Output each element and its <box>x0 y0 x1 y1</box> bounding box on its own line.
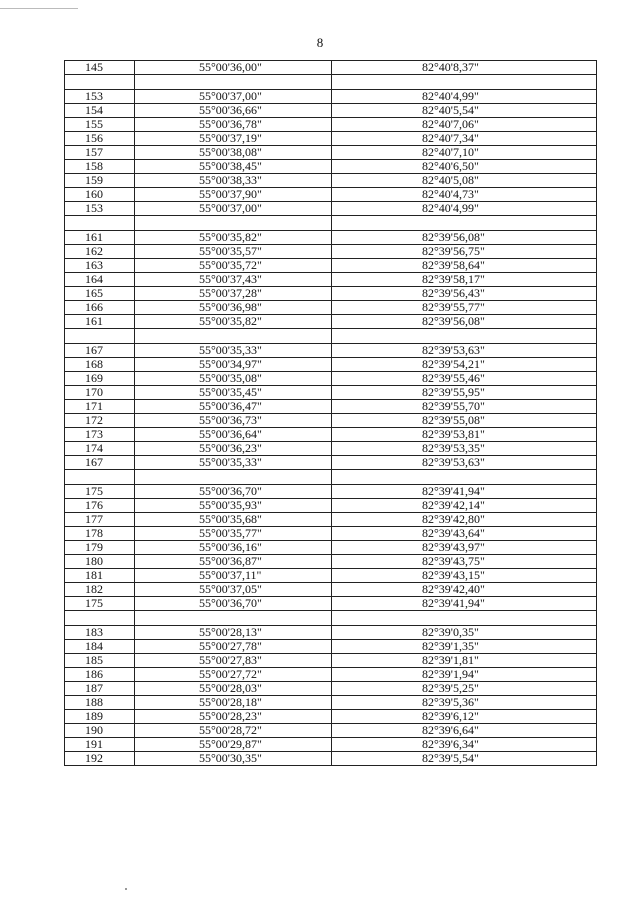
latitude-cell: 55°00'28,18" <box>135 696 332 710</box>
table-row <box>65 174 597 188</box>
empty-cell <box>135 216 332 231</box>
latitude-cell: 55°00'35,82" <box>135 315 332 329</box>
latitude-cell: 55°00'28,13" <box>135 626 332 640</box>
point-number-cell: 156 <box>65 132 135 146</box>
latitude-cell: 55°00'28,03" <box>135 682 332 696</box>
latitude-cell: 55°00'37,00" <box>135 90 332 104</box>
longitude-cell: 82°39'58,17" <box>332 273 597 287</box>
latitude-cell: 55°00'36,16" <box>135 541 332 555</box>
table-row <box>65 104 597 118</box>
latitude-cell: 55°00'35,77" <box>135 527 332 541</box>
latitude-cell: 55°00'35,93" <box>135 499 332 513</box>
point-number-cell: 186 <box>65 668 135 682</box>
table-row <box>65 555 597 569</box>
point-number-cell: 176 <box>65 499 135 513</box>
empty-cell <box>332 75 597 90</box>
longitude-cell: 82°39'5,36" <box>332 696 597 710</box>
latitude-cell: 55°00'36,70" <box>135 597 332 611</box>
longitude-cell: 82°39'58,64" <box>332 259 597 273</box>
longitude-cell: 82°39'42,14" <box>332 499 597 513</box>
empty-cell <box>135 329 332 344</box>
scan-speck <box>125 888 127 890</box>
empty-cell <box>135 75 332 90</box>
empty-cell <box>65 216 135 231</box>
point-number-cell: 169 <box>65 372 135 386</box>
point-number-cell: 184 <box>65 640 135 654</box>
longitude-cell: 82°39'41,94" <box>332 485 597 499</box>
point-number-cell: 179 <box>65 541 135 555</box>
page-number: 8 <box>316 35 324 50</box>
point-number-cell: 191 <box>65 738 135 752</box>
longitude-cell: 82°39'53,81" <box>332 428 597 442</box>
table-row <box>65 344 597 358</box>
latitude-cell: 55°00'37,28" <box>135 287 332 301</box>
table-row <box>65 287 597 301</box>
longitude-cell: 82°39'41,94" <box>332 597 597 611</box>
latitude-cell: 55°00'35,33" <box>135 344 332 358</box>
table-row <box>65 414 597 428</box>
latitude-cell: 55°00'37,11" <box>135 569 332 583</box>
point-number-cell: 161 <box>65 231 135 245</box>
longitude-cell: 82°39'43,15" <box>332 569 597 583</box>
longitude-cell: 82°39'43,75" <box>332 555 597 569</box>
table-row <box>65 626 597 640</box>
table-row <box>65 752 597 766</box>
longitude-cell: 82°39'55,70" <box>332 400 597 414</box>
longitude-cell: 82°40'7,34" <box>332 132 597 146</box>
point-number-cell: 181 <box>65 569 135 583</box>
point-number-cell: 165 <box>65 287 135 301</box>
table-row <box>65 400 597 414</box>
table-row <box>65 696 597 710</box>
latitude-cell: 55°00'36,23" <box>135 442 332 456</box>
point-number-cell: 171 <box>65 400 135 414</box>
latitude-cell: 55°00'35,08" <box>135 372 332 386</box>
table-row <box>65 597 597 611</box>
table-row <box>65 259 597 273</box>
longitude-cell: 82°39'1,81" <box>332 654 597 668</box>
empty-cell <box>332 216 597 231</box>
latitude-cell: 55°00'36,66" <box>135 104 332 118</box>
longitude-cell: 82°39'6,64" <box>332 724 597 738</box>
longitude-cell: 82°40'5,54" <box>332 104 597 118</box>
point-number-cell: 168 <box>65 358 135 372</box>
table-row <box>65 456 597 470</box>
point-number-cell: 145 <box>65 61 135 75</box>
latitude-cell: 55°00'38,45" <box>135 160 332 174</box>
point-number-cell: 167 <box>65 344 135 358</box>
latitude-cell: 55°00'34,97" <box>135 358 332 372</box>
longitude-cell: 82°39'55,08" <box>332 414 597 428</box>
table-row <box>65 442 597 456</box>
point-number-cell: 154 <box>65 104 135 118</box>
longitude-cell: 82°39'56,75" <box>332 245 597 259</box>
table-row <box>65 640 597 654</box>
latitude-cell: 55°00'35,57" <box>135 245 332 259</box>
table-row <box>65 202 597 216</box>
separator-row <box>65 329 597 344</box>
latitude-cell: 55°00'27,78" <box>135 640 332 654</box>
point-number-cell: 192 <box>65 752 135 766</box>
table-row <box>65 583 597 597</box>
latitude-cell: 55°00'28,23" <box>135 710 332 724</box>
point-number-cell: 174 <box>65 442 135 456</box>
point-number-cell: 190 <box>65 724 135 738</box>
coordinates-table <box>64 60 597 766</box>
longitude-cell: 82°39'5,54" <box>332 752 597 766</box>
empty-cell <box>332 470 597 485</box>
latitude-cell: 55°00'36,98" <box>135 301 332 315</box>
table-row <box>65 358 597 372</box>
point-number-cell: 167 <box>65 456 135 470</box>
separator-row <box>65 470 597 485</box>
longitude-cell: 82°39'42,80" <box>332 513 597 527</box>
latitude-cell: 55°00'36,78" <box>135 118 332 132</box>
latitude-cell: 55°00'36,64" <box>135 428 332 442</box>
longitude-cell: 82°40'7,06" <box>332 118 597 132</box>
point-number-cell: 153 <box>65 202 135 216</box>
longitude-cell: 82°39'0,35" <box>332 626 597 640</box>
table-row <box>65 146 597 160</box>
point-number-cell: 172 <box>65 414 135 428</box>
point-number-cell: 185 <box>65 654 135 668</box>
longitude-cell: 82°39'5,25" <box>332 682 597 696</box>
longitude-cell: 82°39'43,97" <box>332 541 597 555</box>
longitude-cell: 82°40'6,50" <box>332 160 597 174</box>
empty-cell <box>135 611 332 626</box>
latitude-cell: 55°00'38,33" <box>135 174 332 188</box>
longitude-cell: 82°40'4,99" <box>332 90 597 104</box>
table-row <box>65 738 597 752</box>
point-number-cell: 177 <box>65 513 135 527</box>
latitude-cell: 55°00'38,08" <box>135 146 332 160</box>
latitude-cell: 55°00'36,87" <box>135 555 332 569</box>
latitude-cell: 55°00'36,70" <box>135 485 332 499</box>
latitude-cell: 55°00'36,47" <box>135 400 332 414</box>
longitude-cell: 82°39'42,40" <box>332 583 597 597</box>
point-number-cell: 189 <box>65 710 135 724</box>
empty-cell <box>135 470 332 485</box>
separator-row <box>65 75 597 90</box>
empty-cell <box>65 75 135 90</box>
longitude-cell: 82°39'54,21" <box>332 358 597 372</box>
separator-row <box>65 611 597 626</box>
point-number-cell: 175 <box>65 597 135 611</box>
point-number-cell: 188 <box>65 696 135 710</box>
point-number-cell: 166 <box>65 301 135 315</box>
latitude-cell: 55°00'27,72" <box>135 668 332 682</box>
empty-cell <box>332 611 597 626</box>
separator-row <box>65 216 597 231</box>
latitude-cell: 55°00'35,72" <box>135 259 332 273</box>
empty-cell <box>65 329 135 344</box>
point-number-cell: 182 <box>65 583 135 597</box>
latitude-cell: 55°00'36,73" <box>135 414 332 428</box>
point-number-cell: 173 <box>65 428 135 442</box>
longitude-cell: 82°39'6,34" <box>332 738 597 752</box>
table-row <box>65 654 597 668</box>
empty-cell <box>65 470 135 485</box>
point-number-cell: 161 <box>65 315 135 329</box>
table-row <box>65 527 597 541</box>
longitude-cell: 82°39'1,35" <box>332 640 597 654</box>
table-row <box>65 132 597 146</box>
coordinates-table-body <box>65 61 597 766</box>
point-number-cell: 160 <box>65 188 135 202</box>
table-row <box>65 301 597 315</box>
point-number-cell: 180 <box>65 555 135 569</box>
table-row <box>65 499 597 513</box>
longitude-cell: 82°39'55,77" <box>332 301 597 315</box>
point-number-cell: 157 <box>65 146 135 160</box>
longitude-cell: 82°39'53,63" <box>332 344 597 358</box>
latitude-cell: 55°00'37,90" <box>135 188 332 202</box>
table-row <box>65 372 597 386</box>
table-row <box>65 710 597 724</box>
table-row <box>65 485 597 499</box>
point-number-cell: 164 <box>65 273 135 287</box>
corner-margin-line <box>0 0 78 9</box>
table-row <box>65 231 597 245</box>
table-row <box>65 386 597 400</box>
longitude-cell: 82°40'7,10" <box>332 146 597 160</box>
table-row <box>65 90 597 104</box>
longitude-cell: 82°39'1,94" <box>332 668 597 682</box>
table-row <box>65 188 597 202</box>
table-row <box>65 668 597 682</box>
latitude-cell: 55°00'29,87" <box>135 738 332 752</box>
longitude-cell: 82°39'56,08" <box>332 315 597 329</box>
empty-cell <box>332 329 597 344</box>
point-number-cell: 183 <box>65 626 135 640</box>
latitude-cell: 55°00'37,00" <box>135 202 332 216</box>
longitude-cell: 82°39'55,95" <box>332 386 597 400</box>
point-number-cell: 187 <box>65 682 135 696</box>
table-row <box>65 315 597 329</box>
longitude-cell: 82°39'43,64" <box>332 527 597 541</box>
latitude-cell: 55°00'35,45" <box>135 386 332 400</box>
point-number-cell: 163 <box>65 259 135 273</box>
latitude-cell: 55°00'37,43" <box>135 273 332 287</box>
latitude-cell: 55°00'28,72" <box>135 724 332 738</box>
point-number-cell: 162 <box>65 245 135 259</box>
latitude-cell: 55°00'37,05" <box>135 583 332 597</box>
table-row <box>65 724 597 738</box>
table-row <box>65 61 597 75</box>
table-row <box>65 245 597 259</box>
longitude-cell: 82°40'4,99" <box>332 202 597 216</box>
latitude-cell: 55°00'27,83" <box>135 654 332 668</box>
table-row <box>65 541 597 555</box>
longitude-cell: 82°40'5,08" <box>332 174 597 188</box>
longitude-cell: 82°39'53,63" <box>332 456 597 470</box>
latitude-cell: 55°00'30,35" <box>135 752 332 766</box>
longitude-cell: 82°40'8,37" <box>332 61 597 75</box>
table-row <box>65 118 597 132</box>
table-row <box>65 513 597 527</box>
table-row <box>65 428 597 442</box>
point-number-cell: 153 <box>65 90 135 104</box>
point-number-cell: 159 <box>65 174 135 188</box>
point-number-cell: 178 <box>65 527 135 541</box>
empty-cell <box>65 611 135 626</box>
longitude-cell: 82°39'56,08" <box>332 231 597 245</box>
longitude-cell: 82°39'6,12" <box>332 710 597 724</box>
latitude-cell: 55°00'35,33" <box>135 456 332 470</box>
point-number-cell: 175 <box>65 485 135 499</box>
point-number-cell: 170 <box>65 386 135 400</box>
longitude-cell: 82°39'56,43" <box>332 287 597 301</box>
table-row <box>65 569 597 583</box>
latitude-cell: 55°00'35,68" <box>135 513 332 527</box>
longitude-cell: 82°39'55,46" <box>332 372 597 386</box>
latitude-cell: 55°00'37,19" <box>135 132 332 146</box>
longitude-cell: 82°40'4,73" <box>332 188 597 202</box>
latitude-cell: 55°00'35,82" <box>135 231 332 245</box>
latitude-cell: 55°00'36,00" <box>135 61 332 75</box>
longitude-cell: 82°39'53,35" <box>332 442 597 456</box>
point-number-cell: 158 <box>65 160 135 174</box>
table-row <box>65 682 597 696</box>
point-number-cell: 155 <box>65 118 135 132</box>
table-row <box>65 160 597 174</box>
table-row <box>65 273 597 287</box>
